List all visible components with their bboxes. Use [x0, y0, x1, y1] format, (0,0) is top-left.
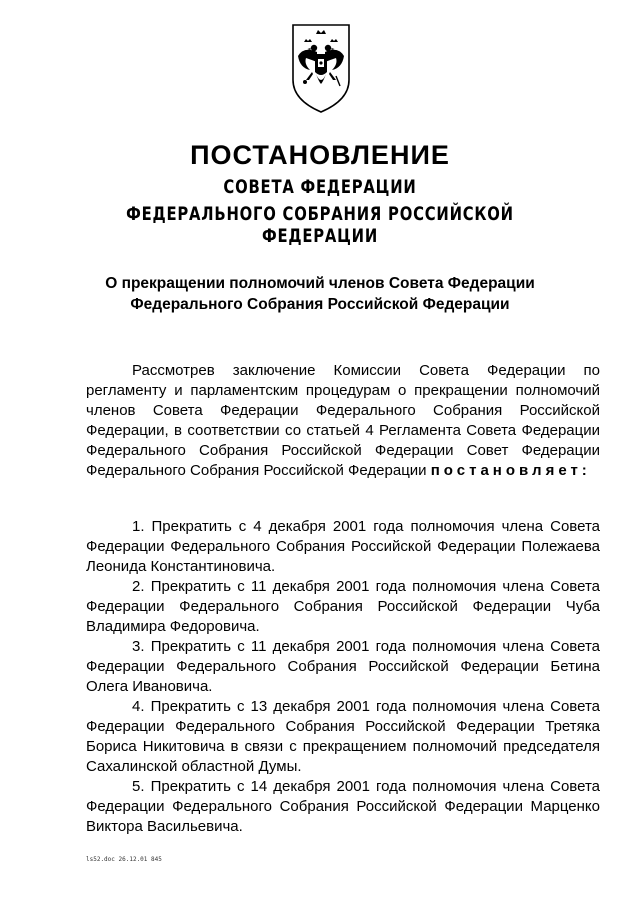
issuer-line-2: ФЕДЕРАЛЬНОГО СОБРАНИЯ РОССИЙСКОЙ ФЕДЕРАЦИИ — [126, 203, 514, 247]
resolution-item-2: 2. Прекратить с 11 декабря 2001 года полномочия члена Совета Федерации Федерального Собрания Российской Федерации Чуба Владимира Федоровича. — [86, 578, 600, 635]
preamble-paragraph — [86, 361, 600, 481]
resolution-item-3: 3. Прекратить с 11 декабря 2001 года полномочия члена Совета Федерации Федерального Собрания Российской Федерации Бетина Олега Ивановича. — [86, 638, 600, 695]
resolution-item-5: 5. Прекратить с 14 декабря 2001 года полномочия члена Совета Федерации Федерального Собрания Российской Федерации Марценко Виктора Васильевича. — [86, 778, 600, 835]
subject-line-1: О прекращении полномочий членов Совета Федерации — [105, 275, 535, 292]
file-reference: ls52.doc 26.12.01 845 — [86, 856, 162, 863]
decree-word: постановляет: — [430, 462, 591, 479]
document-subject — [60, 273, 580, 315]
resolution-item-4: 4. Прекратить с 13 декабря 2001 года полномочия члена Совета Федерации Федерального Собрания Российской Федерации Третяка Бориса Никитовича в связи с прекращением полномочий председателя Сахалинской областной Думы. — [86, 698, 600, 775]
issuer-line-1: СОВЕТА ФЕДЕРАЦИИ — [223, 176, 417, 198]
resolution-items — [86, 517, 600, 837]
resolution-item-1: 1. Прекратить с 4 декабря 2001 года полномочия члена Совета Федерации Федерального Собрания Российской Федерации Полежаева Леонида Константиновича. — [86, 518, 600, 575]
subject-line-2: Федерального Собрания Российской Федерации — [130, 296, 510, 313]
preamble-text: Рассмотрев заключение Комиссии Совета Федерации по регламенту и парламентским процедурам о прекращении полномочий членов Совета Федерации Федерального Собрания Российской Федерации, в соответствии со статьей 4 Регламента Совета Федерации Федерального Собрания Российской Федерации Совет Федерации Федерального Собрания Российской Федерации — [86, 362, 600, 479]
coat-of-arms-icon — [290, 22, 352, 114]
document-title: ПОСТАНОВЛЕНИЕ — [190, 140, 450, 170]
